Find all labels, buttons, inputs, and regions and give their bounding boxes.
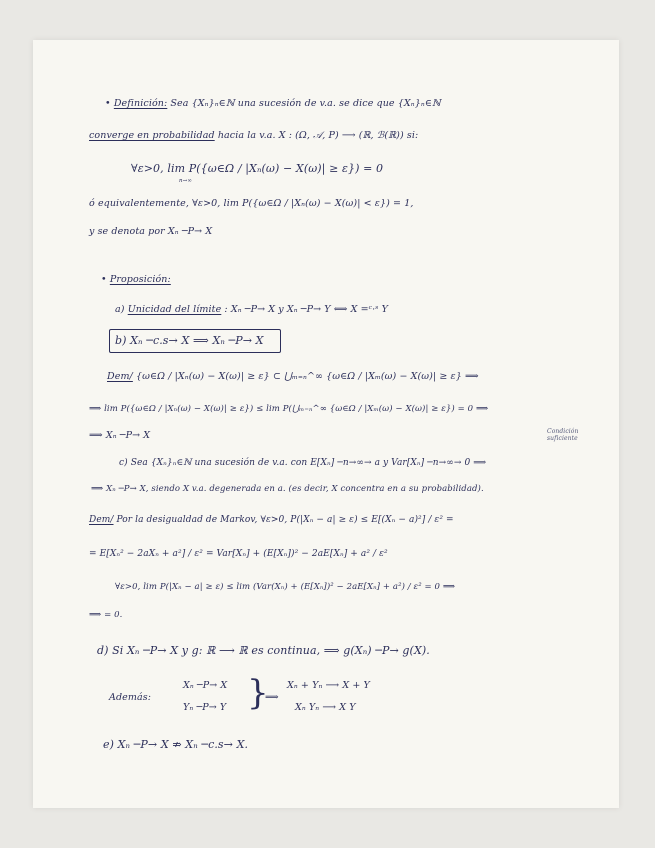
proposition-label: Proposición:: [109, 274, 171, 285]
unicidad-del-limite: Unicidad del límite: [127, 304, 222, 315]
proposition-c-2: ⟹ Xₙ ─P→ X, siendo X v.a. degenerada en a. (es decir, X concentra en a su probabilidad).: [91, 484, 484, 494]
definition-equivalent: ó equivalentemente, ∀ε>0, lim P({ω∈Ω / |Xₙ(ω) − X(ω)| < ε}) = 1,: [89, 198, 414, 209]
ademas-implies: ⟹: [265, 692, 279, 703]
proposition-c-1: c) Sea {Xₙ}ₙ∈ℕ una sucesión de v.a. con E[Xₙ] ─n→∞→ a y Var[Xₙ] ─n→∞→ 0 ⟹: [119, 458, 487, 468]
dem-label: Dem/: [107, 371, 133, 382]
side-note: Condición suficiente: [547, 428, 579, 442]
proof-c-line-1: [89, 515, 454, 525]
proof-b-line-1: [107, 371, 479, 382]
proof-b-line-3: ⟹ Xₙ ─P→ X: [89, 430, 151, 441]
item-a-text: : Xₙ ─P→ X y Xₙ ─P→ Y ⟺ X =ᶜ·ˢ Y: [224, 304, 388, 315]
limit-subscript: n→∞: [179, 178, 193, 184]
proof-b-line-2: ⟹ lim P({ω∈Ω / |Xₙ(ω) − X(ω)| ≥ ε}) ≤ lim P(⋃ₘ₌ₙ^∞ {ω∈Ω / |Xₘ(ω) − X(ω)| ≥ ε}) = 0 ⟹: [89, 404, 489, 414]
right-brace: }: [247, 673, 269, 713]
definition-formula-1: ∀ε>0, lim P({ω∈Ω / |Xₙ(ω) − X(ω)| ≥ ε}) = 0: [131, 162, 384, 175]
proof-b-text-1: {ω∈Ω / |Xₙ(ω) − X(ω)| ≥ ε} ⊂ ⋃ₘ₌ₙ^∞ {ω∈Ω / |Xₘ(ω) − X(ω)| ≥ ε} ⟹: [135, 371, 479, 382]
definition-line-2: [89, 130, 418, 141]
proof-c-line-4: ⟹ = 0.: [89, 610, 123, 620]
proof-c-line-3: ∀ε>0, lim P(|Xₙ − a| ≥ ε) ≤ lim (Var(Xₙ) + (E[Xₙ])² − 2aE[Xₙ] + a²) / ε² = 0 ⟹: [115, 582, 456, 592]
proposition-d: d) Si Xₙ ─P→ X y g: ℝ ⟶ ℝ es continua, ⟹ g(Xₙ) ─P→ g(X).: [97, 644, 430, 657]
definition-text-1: Sea {Xₙ}ₙ∈ℕ una sucesión de v.a. se dice que {Xₙ}ₙ∈ℕ: [170, 98, 441, 109]
proposition-a: [115, 304, 388, 315]
ademas-result-2: Xₙ Yₙ ⟶ X Y: [295, 702, 356, 713]
bullet: •: [101, 274, 107, 285]
ademas-result-1: Xₙ + Yₙ ⟶ X + Y: [287, 680, 370, 691]
item-a-label: a): [115, 304, 125, 315]
ademas-hyp-2: Yₙ ─P→ Y: [183, 702, 227, 713]
definition-line-1: [105, 98, 441, 109]
definition-label: Definición:: [113, 98, 168, 109]
notebook-page: [33, 40, 619, 808]
ademas-hyp-1: Xₙ ─P→ X: [183, 680, 228, 691]
definition-notation: y se denota por Xₙ ─P→ X: [89, 226, 213, 237]
proof-c-line-2: = E[Xₙ² − 2aXₙ + a²] / ε² = Var[Xₙ] + (E[Xₙ])² − 2aE[Xₙ] + a² / ε²: [89, 549, 388, 559]
proposition-e: e) Xₙ ─P→ X ⇏ Xₙ ─c.s→ X.: [103, 738, 249, 751]
bullet: •: [105, 98, 111, 109]
proposition-b: b) Xₙ ─c.s→ X ⟹ Xₙ ─P→ X: [115, 334, 264, 347]
proposition-heading: [101, 274, 171, 285]
dem-label: Dem/: [89, 515, 114, 525]
converge-en-probabilidad: converge en probabilidad: [89, 130, 215, 141]
proof-c-text-1: Por la desigualdad de Markov, ∀ε>0, P(|Xₙ − a| ≥ ε) ≤ E[(Xₙ − a)²] / ε² =: [116, 515, 454, 525]
ademas-label: Además:: [109, 692, 152, 703]
definition-text-2: hacia la v.a. X : (Ω, 𝒜, P) ⟶ (ℝ, ℬ(ℝ)) si:: [217, 130, 419, 141]
